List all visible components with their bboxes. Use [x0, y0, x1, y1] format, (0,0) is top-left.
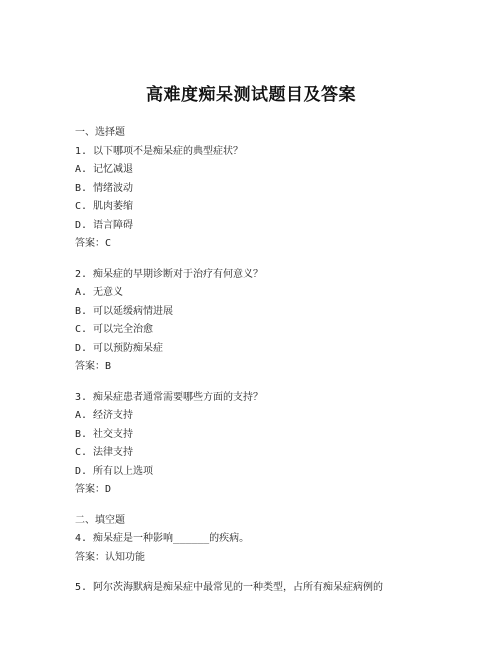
question-2-stem: 2. 痴呆症的早期诊断对于治疗有何意义？ — [75, 268, 264, 280]
spacer — [75, 567, 475, 579]
question-3-stem: 3. 痴呆症患者通常需要哪些方面的支持？ — [75, 391, 264, 403]
question-1-answer: 答案：C — [75, 238, 112, 249]
question-3-option-d: D. 所有以上选项 — [75, 465, 154, 477]
question-2-answer: 答案：B — [75, 361, 112, 372]
question-3-option-c: C. 法律支持 — [75, 447, 134, 458]
section-heading-fill: 二、填空题 — [75, 514, 125, 526]
question-2-option-c: C. 可以完全治愈 — [75, 324, 154, 335]
question-4-answer: 答案：认知功能 — [75, 551, 145, 563]
spacer — [75, 254, 475, 266]
question-3-answer: 答案：D — [75, 484, 112, 495]
document-body — [75, 124, 475, 598]
question-2-option-a: A. 无意义 — [75, 287, 124, 298]
question-1-option-a: A. 记忆减退 — [75, 164, 134, 175]
question-2-option-b: B. 可以延缓病情进展 — [75, 305, 174, 317]
question-4-stem: 4. 痴呆症是一种影响______的疾病。 — [75, 533, 250, 544]
question-1-option-d: D. 语言障碍 — [75, 219, 134, 231]
question-3-option-a: A. 经济支持 — [75, 410, 134, 421]
spacer — [75, 377, 475, 389]
question-3-option-b: B. 社交支持 — [75, 428, 134, 440]
spacer — [75, 500, 475, 512]
question-2-option-d: D. 可以预防痴呆症 — [75, 342, 164, 354]
document-title: 高难度痴呆测试题目及答案 — [146, 85, 356, 105]
question-1-option-c: C. 肌肉萎缩 — [75, 201, 134, 212]
question-1-option-b: B. 情绪波动 — [75, 182, 134, 194]
question-1-stem: 1. 以下哪项不是痴呆症的典型症状？ — [75, 145, 244, 157]
question-5-stem: 5. 阿尔茨海默病是痴呆症中最常见的一种类型，占所有痴呆症病例的 — [75, 582, 384, 593]
section-heading-choice: 一、选择题 — [75, 127, 125, 138]
